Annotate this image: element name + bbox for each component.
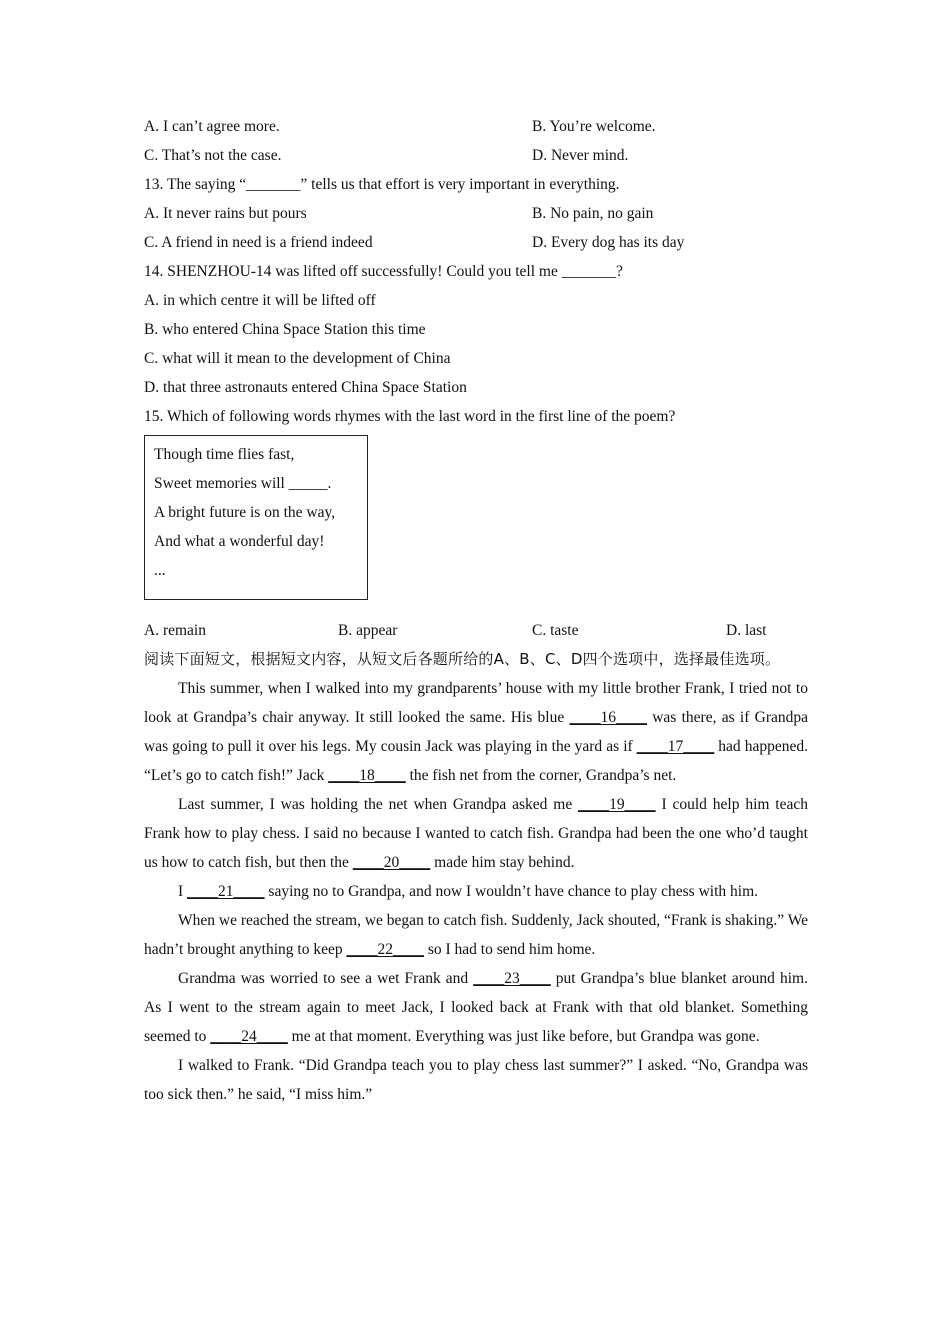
p5-text-3: me at that moment. Everything was just like before, but Grandpa was gone. [287, 1028, 760, 1045]
q12-options-row-2 [144, 141, 808, 170]
reading-instructions: 阅读下面短文，根据短文内容，从短文后各题所给的A、B、C、D四个选项中，选择最佳选项。 [144, 650, 781, 668]
p4-text-2: so I had to send him home. [423, 941, 596, 958]
q12-options-row-1 [144, 112, 808, 141]
blank-16[interactable]: ____16____ [569, 709, 647, 726]
passage-paragraph-1 [144, 674, 808, 790]
q12-option-b[interactable]: B. You’re welcome. [532, 118, 656, 135]
poem-box [144, 435, 368, 600]
q15-options-row [144, 616, 808, 645]
poem-line-3: A bright future is on the way, [154, 504, 336, 521]
q15-stem: 15. Which of following words rhymes with the last word in the first line of the poem? [144, 408, 676, 425]
blank-21[interactable]: ____21____ [187, 883, 265, 900]
p3-text-1: I [178, 883, 188, 900]
q14-option-d[interactable]: D. that three astronauts entered China Space Station [144, 379, 467, 396]
p4-text-1: When we reached the stream, we began to catch fish. Suddenly, Jack shouted, “Frank is shaking.” We hadn’t brought anything to keep [144, 912, 808, 958]
q15-option-a[interactable]: A. remain [144, 622, 206, 639]
q13-option-b[interactable]: B. No pain, no gain [532, 205, 654, 222]
q14-option-c[interactable]: C. what will it mean to the development of China [144, 350, 451, 367]
q15-option-d[interactable]: D. last [726, 622, 767, 639]
blank-22[interactable]: ____22____ [346, 941, 424, 958]
p1-text-4: the fish net from the corner, Grandpa’s net. [405, 767, 677, 784]
q13-stem: 13. The saying “_______” tells us that effort is very important in everything. [144, 176, 620, 193]
q12-option-a[interactable]: A. I can’t agree more. [144, 118, 280, 135]
p5-text-1: Grandma was worried to see a wet Frank and [178, 970, 474, 987]
q14-option-b[interactable]: B. who entered China Space Station this time [144, 321, 426, 338]
q14-option-a[interactable]: A. in which centre it will be lifted off [144, 292, 376, 309]
passage-paragraph-5 [144, 964, 808, 1051]
passage-paragraph-4 [144, 906, 808, 964]
q15-option-b[interactable]: B. appear [338, 622, 398, 639]
blank-20[interactable]: ____20____ [352, 854, 431, 871]
blank-18[interactable]: ____18____ [328, 767, 406, 784]
blank-19[interactable]: ____19____ [578, 796, 656, 813]
p1-text-1: This summer, when I walked into my grandparents’ house with my little brother Frank, I tried not to look at Grandpa’s chair anyway. It still looked the same. His blue [144, 680, 808, 726]
q15-option-c[interactable]: C. taste [532, 622, 579, 639]
q13-options-row-1 [144, 199, 808, 228]
blank-24[interactable]: ____24____ [210, 1028, 288, 1045]
p5-text-2: put Grandpa’s blue blanket around him. As I went to the stream again to meet Jack, I looked back at Frank with that old blanket. Something seemed to [144, 970, 808, 1045]
p2-text-2: I could help him teach Frank how to play chess. I said no because I wanted to catch fish. Grandpa had been the one who’d taught us how to catch fish, but then the [144, 796, 809, 871]
passage-paragraph-3 [144, 877, 808, 906]
poem-line-4: And what a wonderful day! [154, 533, 325, 550]
q13-option-d[interactable]: D. Every dog has its day [532, 234, 685, 251]
q13-option-a[interactable]: A. It never rains but pours [144, 205, 307, 222]
poem-line-2: Sweet memories will _____. [154, 475, 332, 492]
q13-option-c[interactable]: C. A friend in need is a friend indeed [144, 234, 373, 251]
p1-text-3: had happened. “Let’s go to catch fish!” Jack [144, 738, 808, 784]
blank-23[interactable]: ____23____ [473, 970, 551, 987]
q14-stem: 14. SHENZHOU-14 was lifted off successfully! Could you tell me _______? [144, 263, 623, 280]
p6-text-1: I walked to Frank. “Did Grandpa teach you to play chess last summer?” I asked. “No, Grandpa was too sick then.” he said, “I miss him.” [144, 1057, 808, 1103]
p2-text-3: made him stay behind. [430, 854, 575, 871]
poem-line-1: Though time flies fast, [154, 446, 295, 463]
p1-text-2: was there, as if Grandpa was going to pull it over his legs. My cousin Jack was playing in the yard as if [144, 709, 808, 755]
p2-text-1: Last summer, I was holding the net when Grandpa asked me [178, 796, 579, 813]
poem-ellipsis: ... [154, 562, 166, 579]
blank-17[interactable]: ____17____ [636, 738, 715, 755]
q12-option-c[interactable]: C. That’s not the case. [144, 147, 282, 164]
p3-text-2: saying no to Grandpa, and now I wouldn’t have chance to play chess with him. [264, 883, 758, 900]
q13-options-row-2 [144, 228, 808, 257]
document-page [144, 112, 808, 1109]
passage-paragraph-6 [144, 1051, 808, 1109]
q12-option-d[interactable]: D. Never mind. [532, 147, 629, 164]
passage-paragraph-2 [144, 790, 808, 877]
